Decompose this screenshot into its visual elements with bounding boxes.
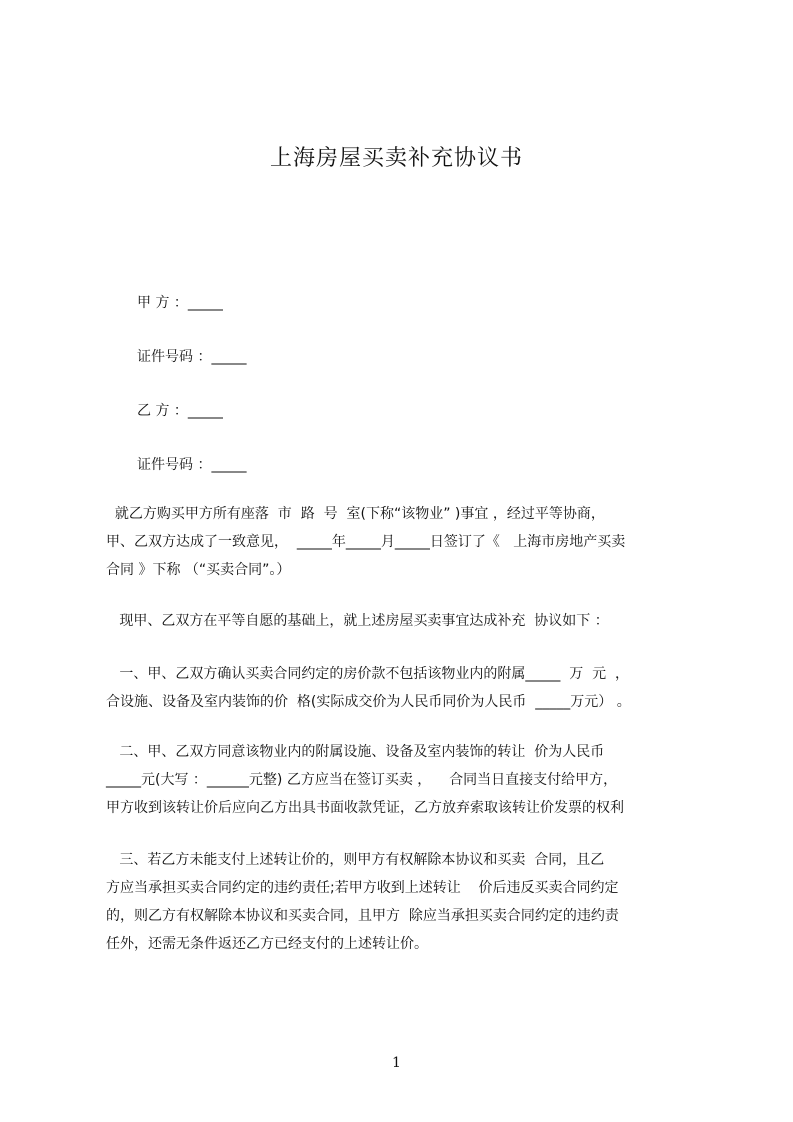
party-a-field: 甲 方 ：_____ <box>137 295 223 311</box>
intro-line: 合同 》下称 （“买卖合同”。） <box>106 562 291 578</box>
preamble-paragraph <box>106 607 706 635</box>
clause-1-paragraph <box>106 660 706 716</box>
intro-paragraph <box>106 500 706 584</box>
intro-line: 甲、乙双方达成了一致意见， _____年_____月_____日签订了《 上海市房地产买卖 <box>106 534 626 550</box>
intro-line: 就乙方购买甲方所有座落 市 路 号 室(下称“该物业” )事宜 ，经过平等协商， <box>106 506 605 522</box>
clause-2-line: 二、甲、乙双方同意该物业内的附属设施、设备及室内装饰的转让 价为人民币 <box>106 744 605 760</box>
clause-3-line: 任外，还需无条件返还乙方已经支付的上述转让价。 <box>106 936 428 952</box>
clause-2-line: 甲方收到该转让价后应向乙方出具书面收款凭证，乙方放弃索取该转让价发票的权利 <box>106 800 624 816</box>
clause-3-line: 方应当承担买卖合同约定的违约责任;若甲方收到上述转让 价后违反买卖合同约定 <box>106 880 619 896</box>
clause-2-paragraph <box>106 738 706 822</box>
clause-1-line: 一、甲、乙双方确认买卖合同约定的房价款不包括该物业内的附属_____ 万 元 ， <box>106 666 630 682</box>
party-a-id-field: 证件号码 ：_____ <box>137 349 247 365</box>
clause-2-line: _____元(大写 ：______元整) 乙方应当在签订买卖 ， 合同当日直接支付给甲方， <box>106 772 618 788</box>
document-title: 上海房屋买卖补充协议书 <box>269 146 523 171</box>
clause-1-line: 合设施、设备及室内装饰的价 格(实际成交价为人民币同价为人民币 _____万元） 。 <box>106 694 631 710</box>
page-number: 1 <box>392 1055 401 1071</box>
party-b-field: 乙 方 ：_____ <box>137 403 223 419</box>
clause-3-line: 的，则乙方有权解除本协议和买卖合同，且甲方 除应当承担买卖合同约定的违约责 <box>106 908 619 924</box>
clause-3-paragraph <box>106 846 706 958</box>
clause-3-line: 三、若乙方未能支付上述转让价的，则甲方有权解除本协议和买卖 合同，且乙 <box>106 852 605 868</box>
preamble-line: 现甲、乙双方在平等自愿的基础上，就上述房屋买卖事宜达成补充 协议如下 ： <box>106 613 609 629</box>
party-b-id-field: 证件号码 ：_____ <box>137 457 247 473</box>
